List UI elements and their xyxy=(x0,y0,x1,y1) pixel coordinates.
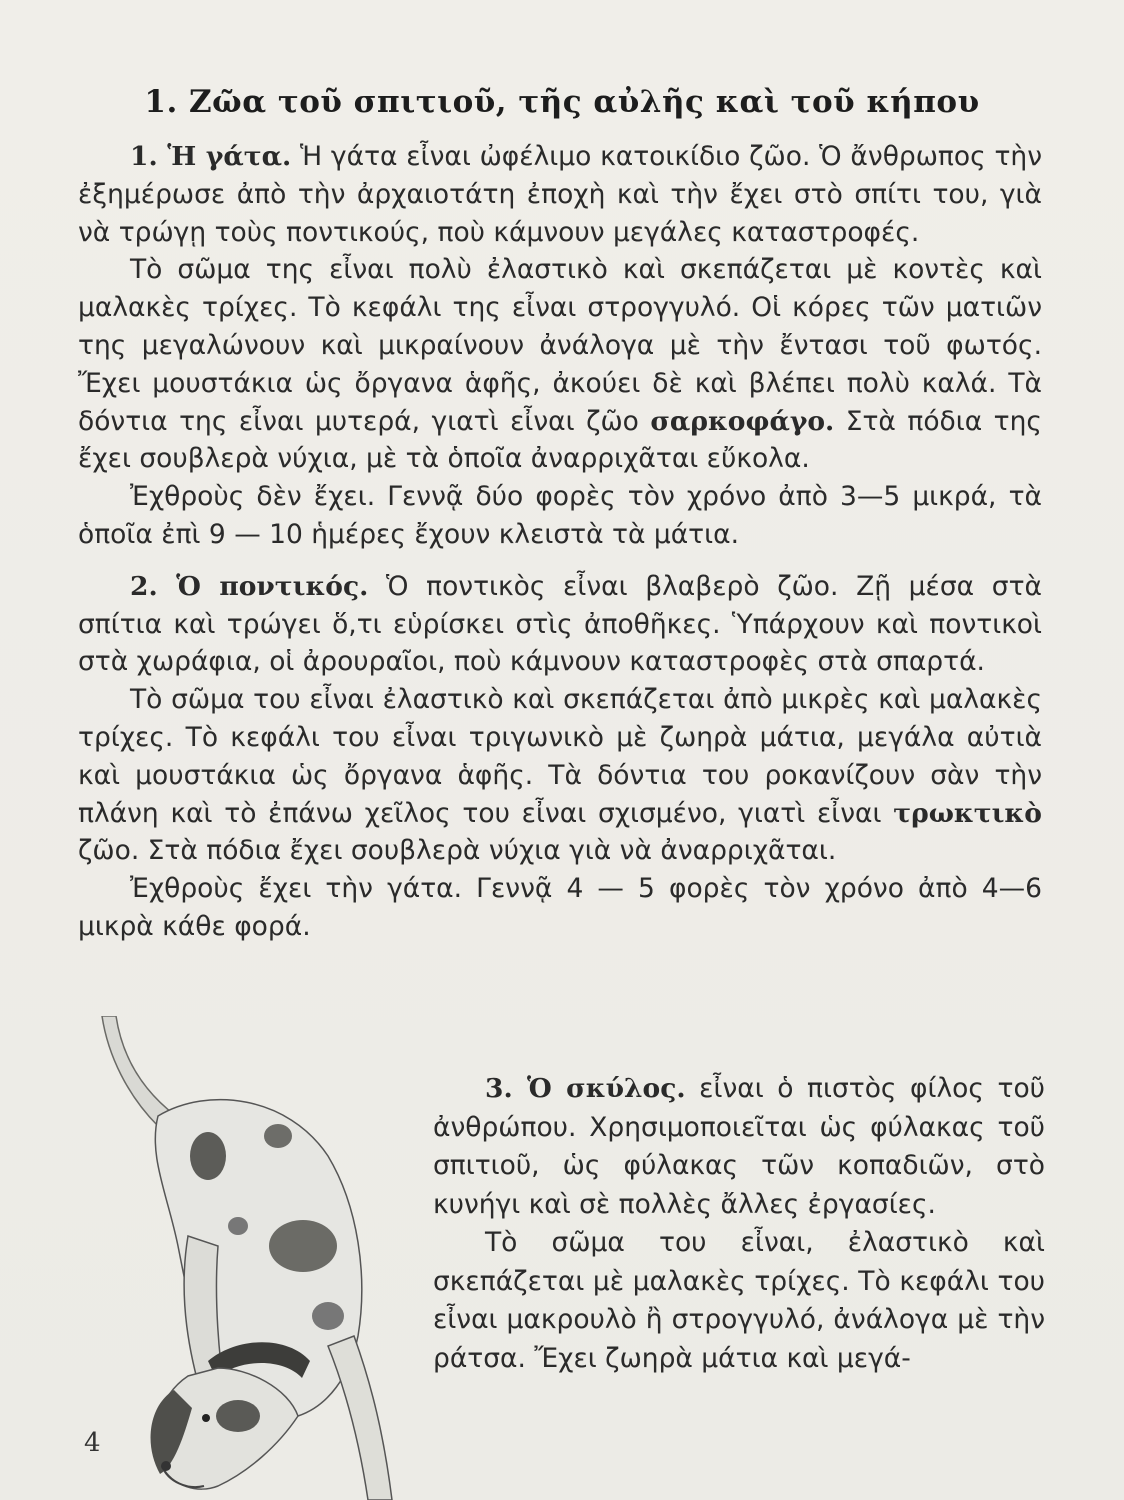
dog-paragraph-1: 3. Ὁ σκύλος. εἶναι ὁ πιστὸς φίλος τοῦ ἀνθρώπου. Χρησιμοποιεῖται ὡς φύλακας τοῦ σπιτιοῦ, ὡς φύλακας τῶν κοπαδιῶν, στὸ κυνήγι καὶ σὲ πολλὲς ἄλλες ἐργασίες. xyxy=(433,1073,1045,1220)
main-text-block xyxy=(78,138,1042,946)
section-title: 1. Ζῶα τοῦ σπιτιοῦ, τῆς αὐλῆς καὶ τοῦ κήπου xyxy=(144,84,980,120)
keyword-carnivore: σαρκοφάγο. xyxy=(650,405,835,437)
keyword-rodent: τρωκτικὸ xyxy=(893,797,1042,829)
mouse-heading: 2. Ὁ ποντικός. xyxy=(130,570,369,602)
mouse-paragraph-3: Ἐχθροὺς ἔχει τὴν γάτα. Γεννᾷ 4 — 5 φορὲς τὸν χρόνο ἀπὸ 4—6 μικρὰ κάθε φορά. xyxy=(78,873,1042,942)
dog-paragraph-2: Τὸ σῶμα του εἶναι, ἐλαστικὸ καὶ σκεπάζεται μὲ μαλακὲς τρίχες. Τὸ κεφάλι του εἶναι μακρουλὸ ἢ στρογγυλό, ἀνάλογα μὲ τὴν ράτσα. Ἔχει ζωηρὰ μάτια καὶ μεγά- xyxy=(433,1227,1045,1374)
cat-paragraph-1: 1. Ἡ γάτα. Ἡ γάτα εἶναι ὠφέλιμο κατοικίδιο ζῶο. Ὁ ἄνθρωπος τὴν ἐξημέρωσε ἀπὸ τὴν ἀρχαιοτάτη ἐποχὴ καὶ τὴν ἔχει στὸ σπίτι του, γιὰ νὰ τρώγῃ τοὺς ποντικούς, ποὺ κάμνουν μεγάλες καταστροφές. xyxy=(78,141,1042,248)
page-number: 4 xyxy=(84,1428,101,1458)
cat-heading: 1. Ἡ γάτα. xyxy=(130,141,292,172)
dog-text-block xyxy=(433,1070,1045,1378)
cat-paragraph-3: Ἐχθροὺς δὲν ἔχει. Γεννᾷ δύο φορὲς τὸν χρόνο ἀπὸ 3—5 μικρά, τὰ ὁποῖα ἐπὶ 9 — 10 ἡμέρες ἔχουν κλειστὰ τὰ μάτια. xyxy=(78,481,1042,550)
cat-paragraph-2: Τὸ σῶμα της εἶναι πολὺ ἐλαστικὸ καὶ σκεπάζεται μὲ κοντὲς καὶ μαλακὲς τρίχες. Τὸ κεφάλι της εἶναι στρογγυλό. Οἱ κόρες τῶν ματιῶν της μεγαλώνουν καὶ μικραίνουν ἀνάλογα μὲ τὴν ἔντασι τοῦ φωτός. Ἔχει μουστάκια ὡς ὄργανα ἁφῆς, ἀκούει δὲ καὶ βλέπει πολὺ καλά. Τὰ δόντια της εἶναι μυτερά, γιατὶ εἶναι ζῶο σαρκοφάγο. Στὰ πόδια της ἔχει σουβλερὰ νύχια, μὲ τὰ ὁποῖα ἀναρριχᾶται εὔκολα. xyxy=(78,254,1042,475)
mouse-paragraph-2: Τὸ σῶμα του εἶναι ἐλαστικὸ καὶ σκεπάζεται ἀπὸ μικρὲς καὶ μαλακὲς τρίχες. Τὸ κεφάλι του εἶναι τριγωνικὸ μὲ ζωηρὰ μάτια, μεγάλα αὐτιὰ καὶ μουστάκια ὡς ὄργανα ἁφῆς. Τὰ δόντια του ροκανίζουν σὰν τὴν πλάνη καὶ τὸ ἐπάνω χεῖλος του εἶναι σχισμένο, γιατὶ εἶναι τρωκτικὸ ζῶο. Στὰ πόδια ἔχει σουβλερὰ νύχια γιὰ νὰ ἀναρριχᾶται. xyxy=(78,684,1042,867)
dog-heading: 3. Ὁ σκύλος. xyxy=(485,1073,686,1104)
dog-illustration xyxy=(88,1016,438,1500)
mouse-paragraph-1: 2. Ὁ ποντικός. Ὁ ποντικὸς εἶναι βλαβερὸ ζῶο. Ζῇ μέσα στὰ σπίτια καὶ τρώγει ὅ,τι εὑρίσκει στὶς ἀποθῆκες. Ὑπάρχουν καὶ ποντικοὶ στὰ χωράφια, οἱ ἀρουραῖοι, ποὺ κάμνουν καταστροφὲς στὰ σπαρτά. xyxy=(78,570,1042,678)
